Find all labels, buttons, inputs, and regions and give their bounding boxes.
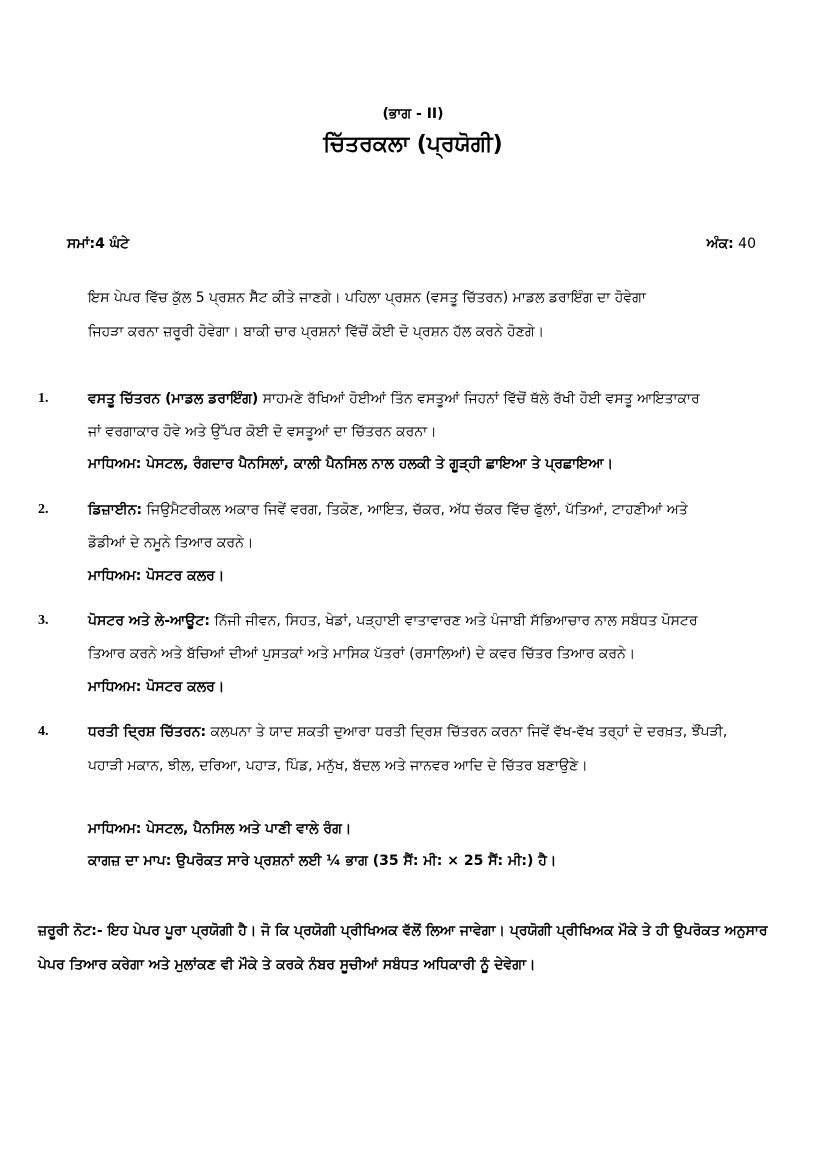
question-3-text: ਨਿੱਜੀ ਜੀਵਨ, ਸਿਹਤ, ਖੇਡਾਂ, ਪੜ੍ਹਾਈ ਵਾਤਾਵਾਰਣ ਅਤੇ ਪੰਜਾਬੀ ਸੱਭਿਆਚਾਰ ਨਾਲ ਸਬੰਧਤ ਪੋਸਟਰ: [209, 613, 698, 629]
marks-value: 40: [738, 236, 756, 252]
question-2-medium: ਮਾਧਿਅਮ: ਪੋਸਟਰ ਕਲਰ।: [88, 568, 225, 584]
total-marks: [707, 236, 756, 252]
question-1-line-2: ਜਾਂ ਵਰਗਾਕਾਰ ਹੋਵੇ ਅਤੇ ਉੱਪਰ ਕੋਈ ਦੋ ਵਸਤੂਆਂ ਦਾ ਚਿੱਤਰਨ ਕਰਨਾ।: [88, 424, 437, 440]
question-number: 1.: [38, 391, 49, 406]
question-1-heading: ਵਸਤੂ ਚਿੱਤਰਨ (ਮਾਡਲ ਡਰਾਇੰਗ): [88, 391, 259, 407]
important-note-line-2: ਪੇਪਰ ਤਿਆਰ ਕਰੇਗਾ ਅਤੇ ਮੁਲਾਂਕਣ ਵੀ ਮੌਕੇ ਤੇ ਕਰਕੇ ਨੰਬਰ ਸੂਚੀਆਂ ਸਬੰਧਤ ਅਧਿਕਾਰੀ ਨੂੰ ਦੇਵੇਗਾ।: [38, 957, 536, 973]
question-3-heading: ਪੋਸਟਰ ਅਤੇ ਲੇ-ਆਊਟ:: [88, 613, 210, 629]
question-4-medium: ਮਾਧਿਅਮ: ਪੇਸਟਲ, ਪੈਨਸਿਲ ਅਤੇ ਪਾਣੀ ਵਾਲੇ ਰੰਗ।: [88, 821, 352, 837]
intro-line-1: ਇਸ ਪੇਪਰ ਵਿੱਚ ਕੁੱਲ 5 ਪ੍ਰਸ਼ਨ ਸੈੱਟ ਕੀਤੇ ਜਾਣਗੇ। ਪਹਿਲਾ ਪ੍ਰਸ਼ਨ (ਵਸਤੂ ਚਿੱਤਰਨ) ਮਾਡਲ ਡਰਾਇੰਗ ਦਾ ਹੋਵੇਗਾ: [88, 290, 646, 306]
question-1-line-1: [88, 389, 700, 409]
question-3-line-2: ਤਿਆਰ ਕਰਨੇ ਅਤੇ ਬੱਚਿਆਂ ਦੀਆਂ ਪੁਸਤਕਾਂ ਅਤੇ ਮਾਸਿਕ ਪੱਤਰਾਂ (ਰਸਾਲਿਆਂ) ਦੇ ਕਵਰ ਚਿੱਤਰ ਤਿਆਰ ਕਰਨੇ।: [88, 646, 636, 662]
marks-label: ਅੰਕ:: [706, 236, 734, 252]
question-2-line-2: ਡੋਡੀਆਂ ਦੇ ਨਮੂਨੇ ਤਿਆਰ ਕਰਨੇ।: [88, 535, 254, 551]
question-4-line-1: [88, 722, 727, 742]
question-3-line-1: [88, 611, 698, 631]
question-2-text: ਜਿਉਮੈਟਰੀਕਲ ਅਕਾਰ ਜਿਵੇਂ ਵਰਗ, ਤਿਕੋਣ, ਆਇਤ, ਚੱਕਰ, ਅੱਧ ਚੱਕਰ ਵਿੱਚ ਫੁੱਲਾਂ, ਪੱਤਿਆਂ, ਟਾਹਣੀਆਂ ਅਤੇ: [142, 502, 688, 518]
question-4-text: ਕਲਪਨਾ ਤੇ ਯਾਦ ਸ਼ਕਤੀ ਦੁਆਰਾ ਧਰਤੀ ਦ੍ਰਿਸ਼ ਚਿੱਤਰਨ ਕਰਨਾ ਜਿਵੇਂ ਵੱਖ-ਵੱਖ ਤਰ੍ਹਾਂ ਦੇ ਦਰਖ਼ਤ, ਝੌਂਪੜੀ,: [206, 724, 728, 740]
question-2-line-1: [88, 500, 688, 520]
part-label: (ਭਾਗ - II): [382, 106, 444, 122]
question-number: 4.: [38, 724, 49, 739]
question-4-line-2: ਪਹਾੜੀ ਮਕਾਨ, ਝੀਲ, ਦਰਿਆ, ਪਹਾੜ, ਪਿੰਡ, ਮਨੁੱਖ, ਬੱਦਲ ਅਤੇ ਜਾਨਵਰ ਆਦਿ ਦੇ ਚਿੱਤਰ ਬਣਾਉਣੇ।: [88, 758, 588, 774]
important-note-line-1: ਜ਼ਰੂਰੀ ਨੋਟ:- ਇਹ ਪੇਪਰ ਪੂਰਾ ਪ੍ਰਯੋਗੀ ਹੈ। ਜੋ ਕਿ ਪ੍ਰਯੋਗੀ ਪ੍ਰੀਖਿਅਕ ਵੱਲੋਂ ਲਿਆ ਜਾਵੇਗਾ। ਪ੍ਰਯੋਗੀ ਪ੍ਰੀਖਿਅਕ ਮੌਕੇ ਤੇ ਹੀ ਉਪਰੋਕਤ ਅਨੁਸਾਰ: [38, 923, 768, 939]
time-allowed: ਸਮਾਂ:4 ਘੰਟੇ: [67, 236, 130, 252]
question-number: 2.: [38, 502, 49, 517]
paper-size: ਕਾਗਜ਼ ਦਾ ਮਾਪ: ਉਪਰੋਕਤ ਸਾਰੇ ਪ੍ਰਸ਼ਨਾਂ ਲਈ ¼ ਭਾਗ (35 ਸੈਂ: ਮੀ: × 25 ਸੈਂ: ਮੀ:) ਹੈ।: [88, 853, 557, 869]
page-title: ਚਿੱਤਰਕਲਾ (ਪ੍ਰਯੋਗੀ): [323, 132, 503, 157]
question-number: 3.: [38, 613, 49, 628]
question-4-heading: ਧਰਤੀ ਦ੍ਰਿਸ਼ ਚਿੱਤਰਨ:: [88, 724, 207, 740]
question-3-medium: ਮਾਧਿਅਮ: ਪੋਸਟਰ ਕਲਰ।: [88, 679, 225, 695]
question-2-heading: ਡਿਜ਼ਾਈਨ:: [88, 502, 143, 518]
question-1-text: ਸਾਹਮਣੇ ਰੱਖਿਆਂ ਹੋਈਆਂ ਤਿੰਨ ਵਸਤੂਆਂ ਜਿਹਨਾਂ ਵਿੱਚੋਂ ਥੱਲੇ ਰੱਖੀ ਹੋਈ ਵਸਤੂ ਆਇਤਾਕਾਰ: [258, 391, 700, 407]
question-1-medium: ਮਾਧਿਅਮ: ਪੇਸਟਲ, ਰੰਗਦਾਰ ਪੈਨਸਿਲਾਂ, ਕਾਲੀ ਪੈਨਸਿਲ ਨਾਲ ਹਲਕੀ ਤੇ ਗੂੜ੍ਹੀ ਛਾਇਆ ਤੇ ਪ੍ਰਛਾਇਆ।: [88, 456, 614, 472]
intro-line-2: ਜਿਹੜਾ ਕਰਨਾ ਜ਼ਰੂਰੀ ਹੋਵੇਗਾ। ਬਾਕੀ ਚਾਰ ਪ੍ਰਸ਼ਨਾਂ ਵਿੱਚੋਂ ਕੋਈ ਦੋ ਪ੍ਰਸ਼ਨ ਹੱਲ ਕਰਨੇ ਹੋਣਗੇ।: [88, 324, 545, 340]
